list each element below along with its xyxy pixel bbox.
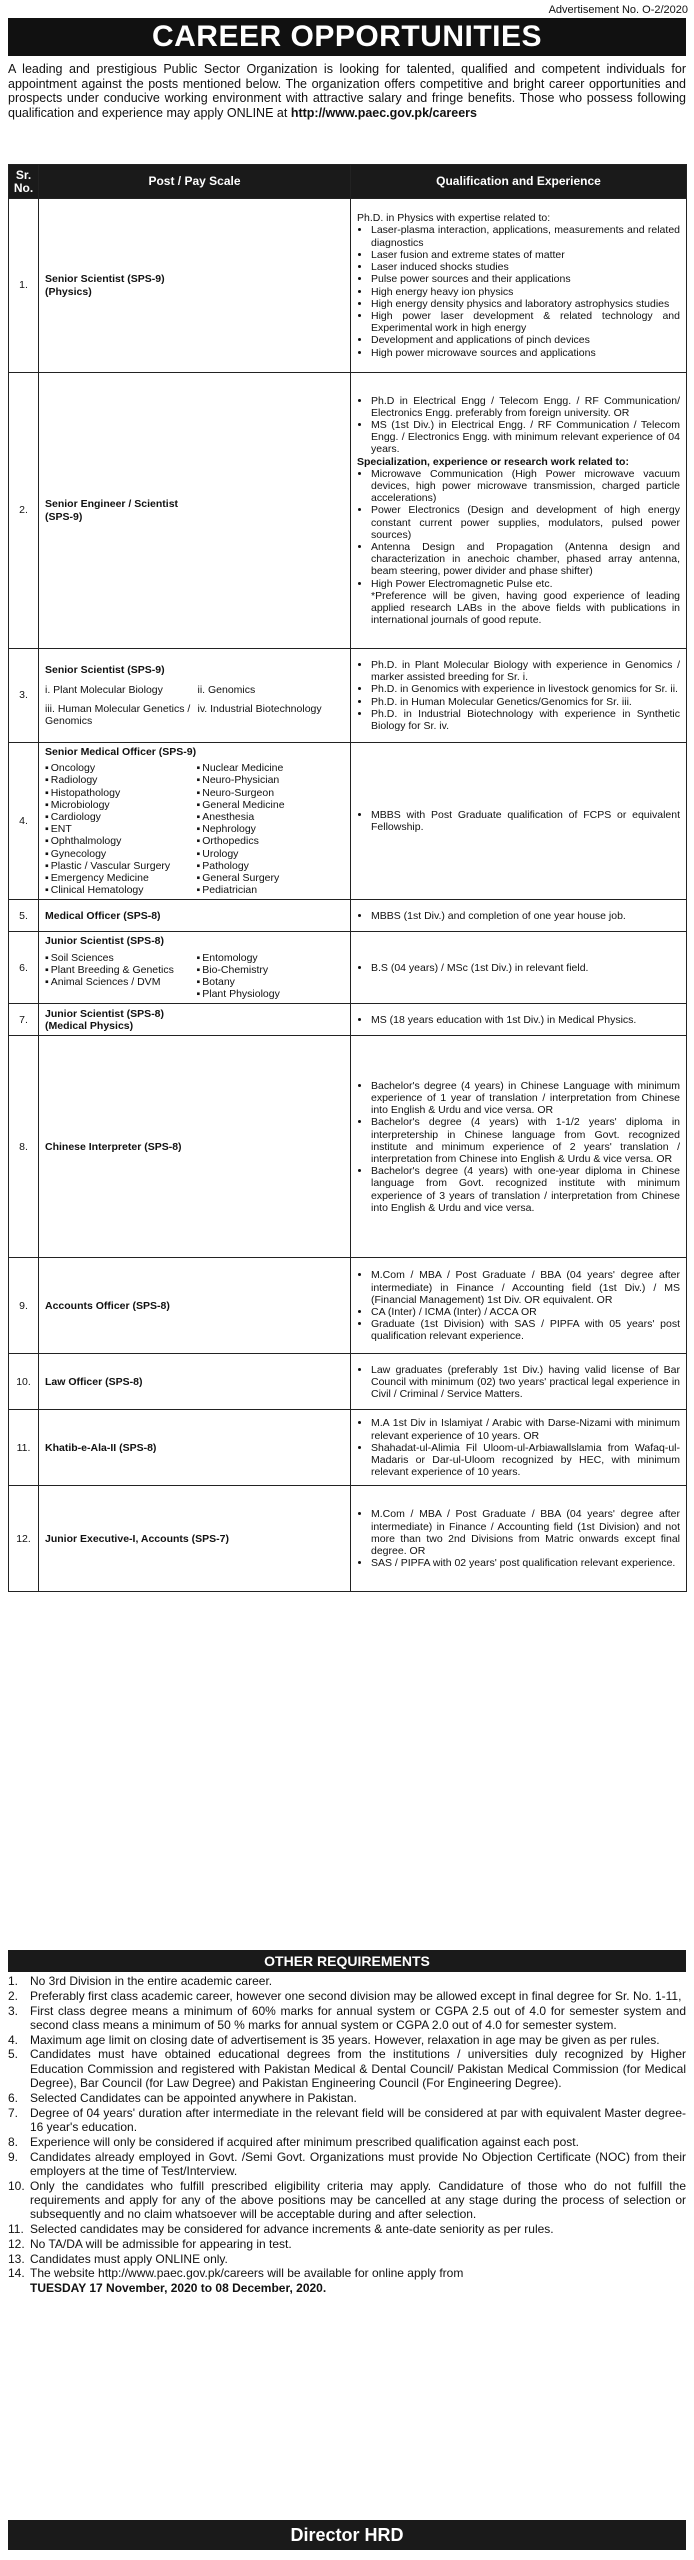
row-sr: 9. [9, 1258, 39, 1354]
grid-item: ▪ Plant Breeding & Genetics [45, 964, 193, 976]
qual-item: • M.Com / MBA / Post Graduate / BBA (04 years' degree after intermediate) in Finance / Accounting field (1st Division) and not more than two 2nd Divisions from Matric onwards except final degree. OR [371, 1508, 680, 1557]
post-title: Senior Scientist (SPS-9) [45, 664, 165, 677]
requirement-item [8, 2179, 686, 2222]
qual-item: • Bachelor's degree (4 years) with one-year diploma in Chinese language from Govt. recognized institute with minimum experience of 3 years of translation / interpretation from Chinese into English & Urdu and vice versa. [371, 1165, 680, 1214]
qual-list [357, 962, 680, 974]
post-title: Junior Executive-I, Accounts (SPS-7) [45, 1532, 229, 1545]
row-qualification [351, 1486, 687, 1592]
qual-item: • CA (Inter) / ICMA (Inter) / ACCA OR [371, 1306, 680, 1318]
qual-list [357, 224, 680, 358]
careers-link[interactable]: http://www.paec.gov.pk/careers [290, 105, 477, 120]
qual-note: *Preference will be given, having good experience of leading applied research LABs in the above fields with publications in international journals of good repute. [371, 589, 680, 627]
qual-item: • Laser fusion and extreme states of matter [371, 249, 680, 261]
qual-item: • Microwave Communication (High Power microwave vacuum devices, high power microwave transmission, charged particle accelerations) [371, 468, 680, 505]
row-qualification [351, 373, 687, 649]
qual-list [357, 468, 680, 590]
requirement-number: 1. [8, 1974, 19, 1988]
grid-item: ▪ Pathology [197, 860, 345, 872]
grid-item: ▪ Histopathology [45, 787, 193, 799]
qual-list [357, 1269, 680, 1342]
requirement-item [8, 2106, 686, 2135]
requirement-number: 4. [8, 2032, 19, 2047]
row-sr: 3. [9, 649, 39, 743]
requirement-item [8, 2150, 686, 2179]
header-sr: Sr. No. [9, 165, 39, 199]
qual-lead: Ph.D. in Physics with expertise related to: [357, 212, 551, 225]
requirement-item [8, 2266, 686, 2280]
qual-item: • Ph.D. in Human Molecular Genetics/Genomics for Sr. iii. [371, 696, 680, 708]
row-sr: 7. [9, 1004, 39, 1036]
post-title: Junior Scientist (SPS-8) [45, 1007, 165, 1020]
grid-item: ▪ Gynecology [45, 848, 193, 860]
requirement-text: Selected Candidates can be appointed anywhere in Pakistan. [30, 2090, 357, 2105]
requirement-item [8, 2252, 686, 2266]
specialty-grid [45, 762, 344, 896]
signature-footer: Director HRD [8, 2520, 686, 2550]
table-row [9, 1354, 687, 1410]
requirement-text: Candidates must apply ONLINE only. [30, 2251, 228, 2266]
qual-list [357, 1364, 680, 1401]
intro-paragraph [8, 62, 686, 160]
qual-item: • High energy heavy ion physics [371, 286, 680, 298]
dates-text: TUESDAY 17 November, 2020 to 08 December, 2020. [30, 2281, 327, 2296]
field-grid [45, 684, 344, 727]
row-qualification [351, 1354, 687, 1410]
requirement-number: 2. [8, 1988, 19, 2003]
requirement-number: 10. [8, 2178, 25, 2193]
post-subtitle: (SPS-9) [45, 510, 83, 523]
row-post [39, 649, 351, 743]
qual-item: • Pulse power sources and their applications [371, 273, 680, 285]
row-qualification [351, 900, 687, 932]
requirement-number: 11. [8, 2222, 24, 2237]
row-post [39, 932, 351, 1004]
row-qualification [351, 199, 687, 373]
grid-item: ▪ Botany [197, 976, 345, 988]
requirement-text: No 3rd Division in the entire academic career. [30, 1974, 273, 1988]
table-row [9, 1004, 687, 1036]
row-sr: 2. [9, 373, 39, 649]
row-post [39, 900, 351, 932]
row-qualification [351, 1410, 687, 1486]
row-sr: 10. [9, 1354, 39, 1410]
row-sr: 5. [9, 900, 39, 932]
field-grid [45, 952, 344, 1001]
qual-item: • M.Com / MBA / Post Graduate / BBA (04 years' degree after intermediate) in Finance / Accounting field (1st Div.) / MS (Financial Management) 1st Div. OR equivalent. OR [371, 1269, 680, 1306]
qual-item: • Development and applications of pinch devices [371, 334, 680, 346]
requirement-text: Only the candidates who fulfill prescribed eligibility criteria may apply. Candidature of those who do not fulfill the requirements and apply for any of the above positions may be cancelled at any stage during the process of selection or subsequently and no claim whatsoever will be acceptable during and after selection. [30, 2178, 686, 2222]
requirement-number: 8. [8, 2134, 19, 2149]
grid-item: ▪ Nephrology [197, 823, 345, 835]
qual-item: • MS (18 years education with 1st Div.) in Medical Physics. [371, 1014, 680, 1026]
requirement-item [8, 2135, 686, 2149]
row-qualification [351, 743, 687, 900]
requirement-number: 9. [8, 2149, 19, 2164]
qual-item: • Laser-plasma interaction, applications, measurements and related diagnostics [371, 224, 680, 248]
row-qualification [351, 1036, 687, 1258]
post-title: Junior Scientist (SPS-8) [45, 935, 165, 948]
post-title: Chinese Interpreter (SPS-8) [45, 1140, 182, 1153]
intro-text: A leading and prestigious Public Sector Organization is looking for talented, qualified and competent individuals for appointment against the posts mentioned below. The organization offers competitive and bright career opportunities and prospects under conducive working environment with attractive salary and fringe benefits. Those who possess following qualification and experience may apply ONLINE at [8, 62, 686, 120]
requirements-list [8, 1974, 686, 2514]
other-requirements-heading: OTHER REQUIREMENTS [8, 1950, 686, 1972]
requirement-number: 14. [8, 2266, 25, 2281]
qual-list [357, 910, 680, 922]
requirement-item [8, 2004, 686, 2033]
requirement-text: First class degree means a minimum of 60% marks for annual system or CGPA 2.5 out of 4.0 for semester system and second class means a minimum of 50 % marks for annual system or CGPA 2.0 out of 4.0 for semester system. [30, 2003, 686, 2032]
requirement-item [8, 1989, 686, 2003]
table-row [9, 900, 687, 932]
qual-item: • MS (1st Div.) in Electrical Engg. / RF Communication / Telecom Engg. / Electronics Engg. with minimum relevant experience of 04 years. [371, 419, 680, 456]
qual-item: • MBBS with Post Graduate qualification of FCPS or equivalent Fellowship. [371, 809, 680, 833]
row-sr: 12. [9, 1486, 39, 1592]
grid-item: ▪ Clinical Hematology [45, 884, 193, 896]
row-post [39, 1258, 351, 1354]
grid-item: ▪ ENT [45, 823, 193, 835]
grid-item: ▪ Soil Sciences [45, 952, 193, 964]
qual-list [357, 395, 680, 456]
qual-item: • High Power Electromagnetic Pulse etc. [371, 578, 680, 590]
qual-list [357, 809, 680, 833]
qual-item: • Bachelor's degree (4 years) in Chinese Language with minimum experience of 1 year of translation / interpretation from Chinese into English & Urdu and vice versa. OR [371, 1080, 680, 1117]
field-item: iv. Industrial Biotechnology [197, 702, 322, 715]
grid-item: ▪ Microbiology [45, 799, 193, 811]
grid-item: ▪ General Surgery [197, 872, 345, 884]
field-item: ii. Genomics [197, 684, 256, 697]
grid-item: ▪ Entomology [197, 952, 345, 964]
qual-item: • High power laser development & related technology and Experimental work in high energy [371, 310, 680, 334]
requirement-text: Preferably first class academic career, however one second division may be allowed except in final degree for Sr. No. 1-11, [30, 1988, 682, 2003]
table-row [9, 199, 687, 373]
row-sr: 6. [9, 932, 39, 1004]
field-item: iii. Human Molecular Genetics / Genomics [45, 702, 191, 727]
qual-item: • Ph.D in Electrical Engg / Telecom Engg. / RF Communication/ Electronics Engg. preferably from foreign university. OR [371, 395, 680, 419]
table-row [9, 373, 687, 649]
requirement-text: The website http://www.paec.gov.pk/careers will be available for online apply from [30, 2266, 464, 2281]
qual-list [357, 1014, 680, 1026]
requirement-number: 7. [8, 2105, 19, 2120]
qual-list [357, 1417, 680, 1478]
post-title: Law Officer (SPS-8) [45, 1375, 143, 1388]
grid-item: ▪ Plant Physiology [197, 988, 345, 1000]
requirement-number: 13. [8, 2251, 25, 2266]
row-post [39, 199, 351, 373]
row-post [39, 1410, 351, 1486]
table-header-row [9, 165, 687, 199]
post-title: Accounts Officer (SPS-8) [45, 1299, 170, 1312]
requirement-text: No TA/DA will be admissible for appearing in test. [30, 2236, 292, 2251]
requirement-text: Selected candidates may be considered for advance increments & ante-date seniority as per rules. [30, 2222, 554, 2237]
row-post [39, 373, 351, 649]
qual-item: • Ph.D. in Genomics with experience in livestock genomics for Sr. ii. [371, 683, 680, 695]
requirement-text: Maximum age limit on closing date of advertisement is 35 years. However, relaxation in age may be given as per rules. [30, 2032, 660, 2047]
table-row [9, 932, 687, 1004]
qual-item: • B.S (04 years) / MSc (1st Div.) in relevant field. [371, 962, 680, 974]
row-qualification [351, 932, 687, 1004]
qual-item: • Ph.D. in Industrial Biotechnology with experience in Synthetic Biology for Sr. iv. [371, 708, 680, 732]
post-title: Khatib-e-Ala-II (SPS-8) [45, 1441, 157, 1454]
row-post [39, 743, 351, 900]
table-row [9, 743, 687, 900]
grid-item: ▪ Ophthalmology [45, 835, 193, 847]
post-title: Senior Engineer / Scientist [45, 498, 179, 511]
post-subtitle: (Medical Physics) [45, 1019, 134, 1032]
requirement-number: 6. [8, 2090, 19, 2105]
qual-list [357, 659, 680, 732]
qual-item: • Shahadat-ul-Alimia Fil Uloom-ul-Arbiawallslamia from Wafaq-ul-Madaris or Dar-ul-Uloom recognized by HEC, with minimum relevant experience of 10 years. [371, 1442, 680, 1479]
requirement-item [8, 2237, 686, 2251]
qual-item: • Antenna Design and Propagation (Antenna design and characterization in anechoic chamber, phased array antenna, beam steering, power divider and phase shifter) [371, 541, 680, 578]
row-post [39, 1004, 351, 1036]
field-item: i. Plant Molecular Biology [45, 684, 163, 697]
header-qual: Qualification and Experience [351, 165, 687, 199]
header-post: Post / Pay Scale [39, 165, 351, 199]
requirement-item [8, 2047, 686, 2090]
requirement-text: Degree of 04 years' duration after intermediate in the relevant field will be considered at par with equivalent Master degree-16 year's education. [30, 2105, 686, 2134]
grid-item: ▪ Neuro-Surgeon [197, 787, 345, 799]
grid-item: ▪ Urology [197, 848, 345, 860]
qual-item: • Law graduates (preferably 1st Div.) having valid license of Bar Council with minimum (02) two years' practical legal experience in Civil / Criminal / Service Matters. [371, 1364, 680, 1401]
table-row [9, 649, 687, 743]
grid-item: ▪ Plastic / Vascular Surgery [45, 860, 193, 872]
grid-item: ▪ Orthopedics [197, 835, 345, 847]
grid-item: ▪ Pediatrician [197, 884, 345, 896]
grid-item: ▪ Animal Sciences / DVM [45, 976, 193, 988]
requirement-number: 3. [8, 2003, 19, 2018]
qual-item: • Graduate (1st Division) with SAS / PIPFA with 05 years' post qualification relevant experience. [371, 1318, 680, 1342]
qual-list [357, 1508, 680, 1569]
qual-item: • Power Electronics (Design and development of high energy constant current power supplies, modulators, pulsed power sources) [371, 504, 680, 541]
post-subtitle: (Physics) [45, 285, 92, 298]
grid-item: ▪ Neuro-Physician [197, 774, 345, 786]
qual-item: • MBBS (1st Div.) and completion of one year house job. [371, 910, 680, 922]
row-post [39, 1486, 351, 1592]
requirement-text: Experience will only be considered if acquired after minimum prescribed qualification against each post. [30, 2134, 579, 2149]
post-title: Senior Medical Officer (SPS-9) [45, 746, 197, 758]
requirement-item [8, 2222, 686, 2236]
table-row [9, 1258, 687, 1354]
qual-item: • High energy density physics and laboratory astrophysics studies [371, 298, 680, 310]
positions-table [8, 164, 687, 1592]
requirement-number: 12. [8, 2236, 25, 2251]
requirement-item [8, 1974, 686, 1988]
row-qualification [351, 649, 687, 743]
post-title: Medical Officer (SPS-8) [45, 909, 161, 922]
grid-item: ▪ Bio-Chemistry [197, 964, 345, 976]
requirement-text: Candidates already employed in Govt. /Semi Govt. Organizations must provide No Objection Certificate (NOC) from their employers at the time of Test/Interview. [30, 2149, 686, 2178]
grid-item: ▪ Oncology [45, 762, 193, 774]
row-post [39, 1354, 351, 1410]
requirement-item [8, 2091, 686, 2105]
qual-list [357, 1080, 680, 1214]
row-post [39, 1036, 351, 1258]
qual-item: • SAS / PIPFA with 02 years' post qualification relevant experience. [371, 1557, 680, 1569]
application-dates [8, 2281, 686, 2295]
row-qualification [351, 1004, 687, 1036]
row-sr: 1. [9, 199, 39, 373]
grid-item: ▪ Anesthesia [197, 811, 345, 823]
grid-item [45, 988, 193, 1000]
qual-item: • M.A 1st Div in Islamiyat / Arabic with Darse-Nizami with minimum relevant experience of 10 years. OR [371, 1417, 680, 1441]
grid-item: ▪ Radiology [45, 774, 193, 786]
grid-item: ▪ Cardiology [45, 811, 193, 823]
row-qualification [351, 1258, 687, 1354]
table-row [9, 1036, 687, 1258]
requirement-item [8, 2033, 686, 2047]
grid-item: ▪ Nuclear Medicine [197, 762, 345, 774]
requirement-number: 5. [8, 2047, 19, 2062]
qual-item: • Ph.D. in Plant Molecular Biology with experience in Genomics / marker assisted breeding for Sr. i. [371, 659, 680, 683]
row-sr: 4. [9, 743, 39, 900]
row-sr: 8. [9, 1036, 39, 1258]
advertisement-number: Advertisement No. O-2/2020 [548, 4, 688, 16]
post-title: Senior Scientist (SPS-9) [45, 273, 165, 286]
qual-item: • Bachelor's degree (4 years) with 1-1/2 years' diploma in interpretership in Chinese language from Govt. recognized institute and minimum experience of 2 years' translation / interpretation from Chinese into English & Urdu & vice versa. OR [371, 1116, 680, 1165]
qual-item: • High power microwave sources and applications [371, 347, 680, 359]
table-row [9, 1410, 687, 1486]
qual-subheading: Specialization, experience or research work related to: [357, 455, 629, 468]
page-title: CAREER OPPORTUNITIES [8, 18, 686, 56]
row-sr: 11. [9, 1410, 39, 1486]
grid-item: ▪ Emergency Medicine [45, 872, 193, 884]
table-row [9, 1486, 687, 1592]
grid-item: ▪ General Medicine [197, 799, 345, 811]
requirement-text: Candidates must have obtained educational degrees from the institutions / universities duly recognized by Higher Education Commission and registered with Pakistan Medical & Dental Council/ Pakistan Medical Commission (for Medical Degree), Bar Council (for Law Degree) and Pakistan Engineering Council (For Engineering Degree). [30, 2047, 686, 2091]
qual-item: • Laser induced shocks studies [371, 261, 680, 273]
